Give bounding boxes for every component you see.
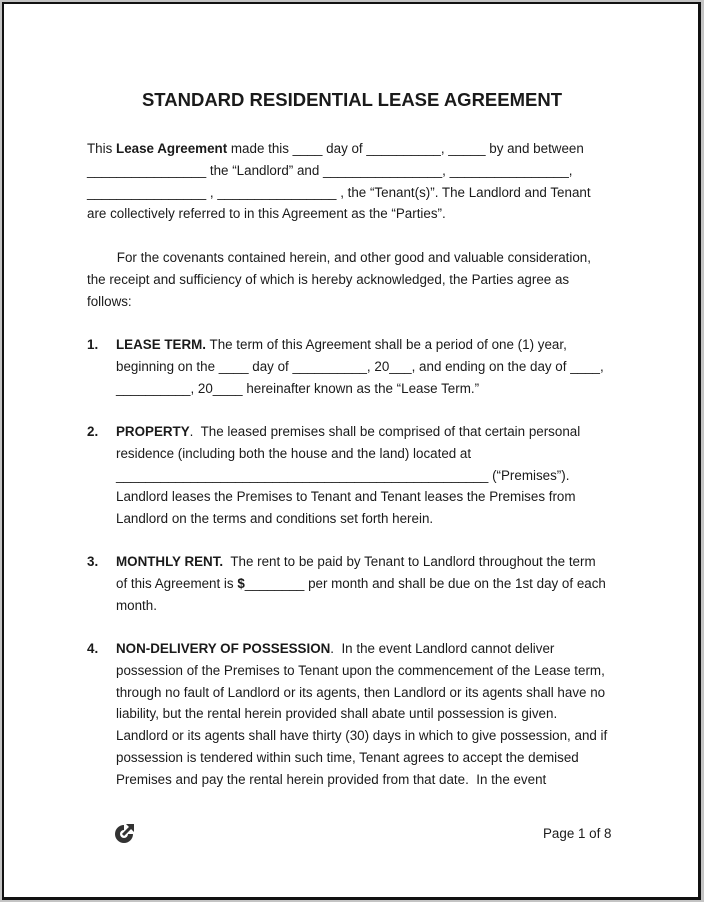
section-number: 2. — [87, 424, 99, 439]
text-line — [116, 334, 604, 356]
text-segment: The term of this Agreement shall be a period of one (1) year, — [206, 337, 567, 352]
text-segment: liability, but the rental herein provided shall abate until possession is given. — [116, 706, 558, 722]
text-line — [116, 769, 607, 791]
text-segment: residence (including both the house and the land) located at — [116, 445, 472, 461]
section-number: 1. — [87, 337, 99, 352]
bold-text: NON-DELIVERY OF POSSESSION — [116, 641, 331, 656]
bold-text: PROPERTY — [116, 424, 190, 439]
text-line — [116, 508, 580, 530]
page-border-right — [698, 2, 701, 900]
bold-text: LEASE TERM. — [116, 337, 207, 352]
text-line — [87, 160, 591, 182]
text-line — [87, 138, 591, 160]
text-line — [116, 703, 607, 725]
text-line — [116, 421, 580, 443]
consideration-paragraph — [87, 247, 591, 312]
text-segment: Landlord leases the Premises to Tenant and Tenant leases the Premises from — [116, 489, 576, 505]
text-segment: Premises and pay the rental herein provided from that date. In the event — [116, 771, 547, 787]
text-line — [87, 247, 591, 269]
text-line — [116, 573, 606, 595]
text-line — [87, 203, 591, 225]
bold-text: MONTHLY RENT. — [116, 554, 224, 569]
text-line — [87, 182, 591, 204]
text-line — [116, 443, 580, 465]
text-line — [116, 660, 607, 682]
text-line — [116, 465, 580, 487]
text-line — [116, 486, 580, 508]
text-line — [116, 682, 607, 704]
text-segment: possession of the Premises to Tenant upon the commencement of the Lease term, — [116, 662, 605, 678]
text-line — [116, 595, 606, 617]
section-number: 4. — [87, 641, 99, 656]
text-line — [87, 291, 591, 313]
text-segment: the receipt and sufficiency of which is hereby acknowledged, the Parties agree as — [87, 271, 570, 287]
section-number: 3. — [87, 554, 99, 569]
text-segment: made this ____ day of __________, _____ by and between — [227, 141, 584, 156]
eforms-logo-icon — [112, 822, 136, 846]
text-segment: __________, 20____ hereinafter known as the “Lease Term.” — [116, 380, 480, 396]
text-segment: __________________________________________________ (“Premises”). — [116, 467, 570, 483]
page-number: Page 1 of 8 — [543, 826, 612, 841]
text-segment: Landlord on the terms and conditions set forth herein. — [116, 511, 434, 526]
text-segment: . In the event Landlord cannot deliver — [330, 641, 555, 656]
document-title: STANDARD RESIDENTIAL LEASE AGREEMENT — [141, 89, 563, 110]
text-line — [87, 269, 591, 291]
text-line — [116, 638, 607, 660]
text-line — [116, 725, 607, 747]
text-line — [116, 378, 604, 400]
text-line — [116, 551, 606, 573]
text-segment: beginning on the ____ day of __________, 20___, and ending on the day of ____, — [116, 358, 604, 374]
text-segment: through no fault of Landlord or its agents, then Landlord or its agents shall have no — [116, 684, 606, 700]
text-segment: . The leased premises shall be comprised of that certain personal — [189, 424, 581, 439]
section-text — [116, 421, 580, 530]
text-segment: ________ per month and shall be due on the 1st day of each — [244, 575, 606, 591]
text-segment: month. — [116, 597, 157, 613]
section-text — [116, 551, 606, 616]
bold-text: $ — [237, 575, 245, 591]
bold-text: Lease Agreement — [116, 141, 228, 156]
intro-paragraph — [87, 138, 591, 225]
text-segment: possession is tendered within such time, Tenant agrees to accept the demised — [116, 749, 579, 765]
text-segment: ________________ the “Landlord” and ________________, ________________, — [87, 162, 573, 178]
section-text — [116, 638, 607, 790]
text-segment: For the covenants contained herein, and other good and valuable consideration, — [87, 250, 591, 265]
text-segment: of this Agreement is — [116, 575, 238, 591]
section-text — [116, 334, 604, 399]
text-segment: The rent to be paid by Tenant to Landlord throughout the term — [223, 554, 596, 569]
text-segment: This — [87, 141, 117, 156]
text-segment: are collectively referred to in this Agreement as the “Parties”. — [87, 206, 446, 222]
page-border-bottom — [2, 897, 701, 900]
text-segment: Landlord or its agents shall have thirty (30) days in which to give possession, and if — [116, 728, 608, 743]
text-segment: ________________ , ________________ , the “Tenant(s)”. The Landlord and Tenant — [87, 184, 591, 200]
text-segment: follows: — [87, 293, 132, 309]
text-line — [116, 356, 604, 378]
text-line — [116, 747, 607, 769]
